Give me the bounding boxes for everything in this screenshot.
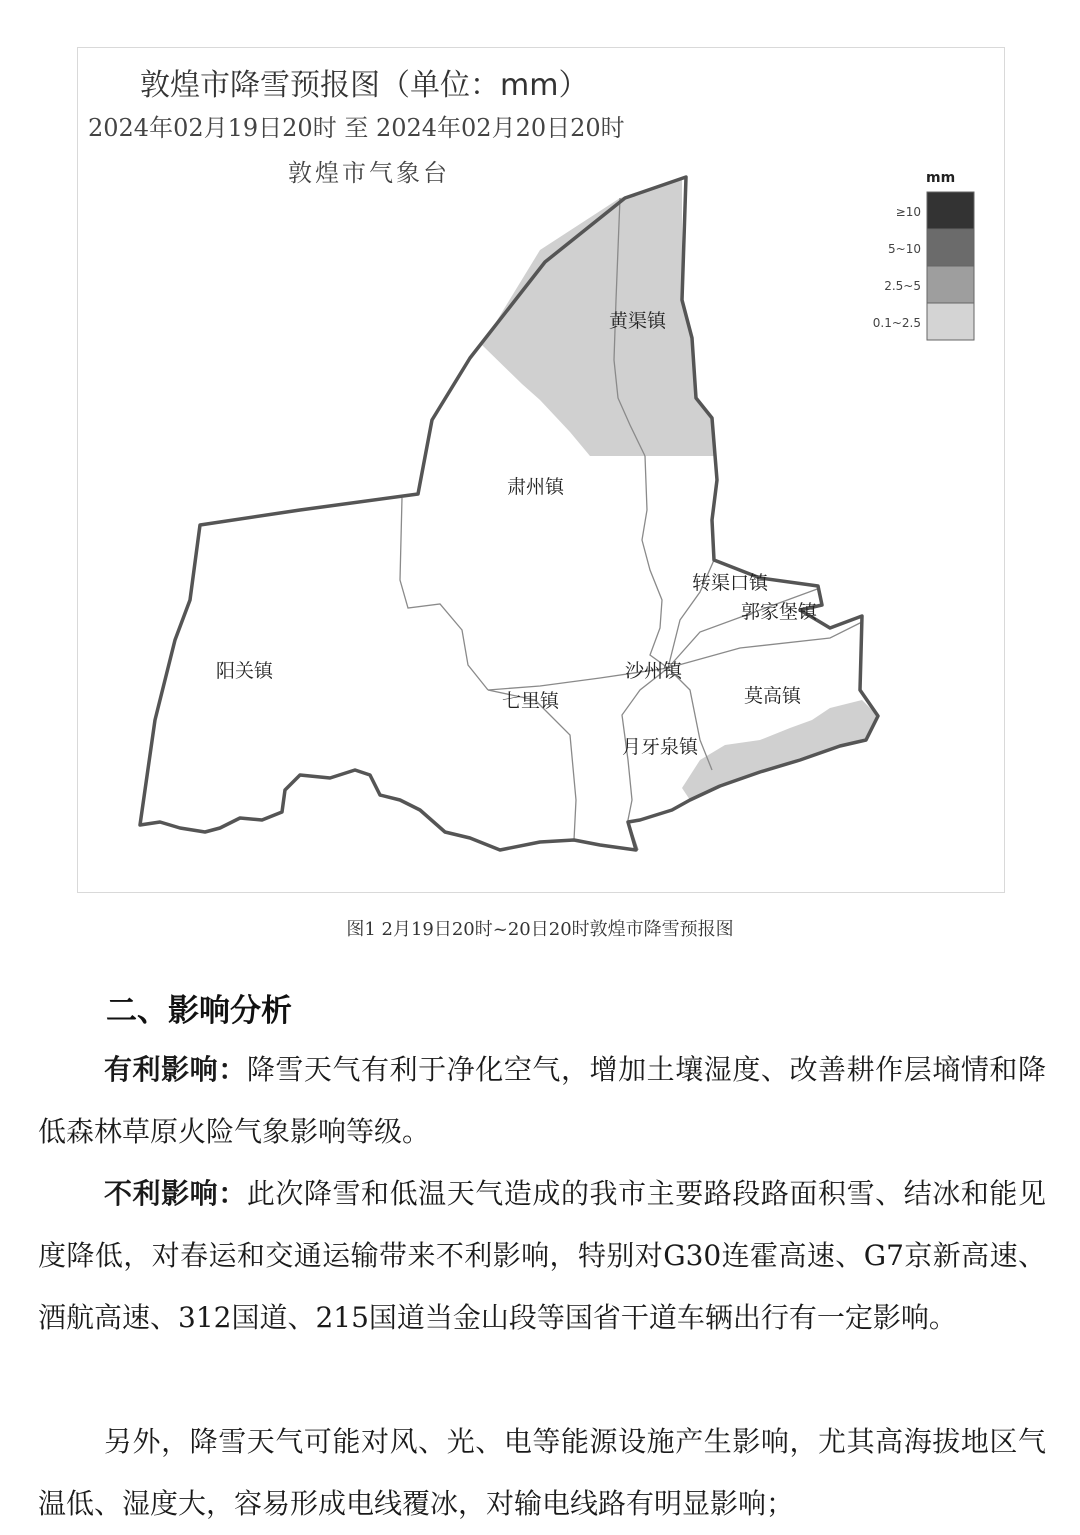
town-label-huangqu: 黄渠镇: [609, 310, 667, 332]
town-label-yueyaquan: 月牙泉镇: [622, 736, 699, 758]
legend-label-5-10: 5~10: [888, 242, 921, 256]
town-label-guojiabao: 郭家堡镇: [741, 601, 818, 623]
legend-label-2.5-5: 2.5~5: [884, 279, 921, 293]
paragraph-favorable: [38, 1039, 1046, 1163]
paragraph-energy: [38, 1411, 1046, 1535]
town-label-mogao: 莫高镇: [744, 685, 802, 707]
snow-area-southeast: [682, 700, 878, 800]
map-title: 敦煌市降雪预报图（单位：mm）: [140, 68, 589, 103]
paragraph-unfavorable-lead: 不利影响：: [104, 1177, 247, 1210]
town-label-shazhou: 沙州镇: [625, 660, 683, 682]
paragraph-energy-text: 另外，降雪天气可能对风、光、电等能源设施产生影响，尤其高海拔地区气温低、湿度大，容易形成电线覆冰，对输电线路有明显影响；: [38, 1425, 1046, 1520]
town-label-qili: 七里镇: [502, 690, 560, 712]
paragraph-favorable-text: 降雪天气有利于净化空气，增加土壤湿度、改善耕作层墒情和降低森林草原火险气象影响等级。: [38, 1053, 1046, 1148]
legend-swatch-0.1-2.5: [927, 303, 974, 340]
town-label-yangguan: 阳关镇: [216, 660, 274, 682]
legend-label-10-plus: ≥10: [895, 205, 921, 219]
legend-swatch-2.5-5: [927, 266, 974, 303]
figure-caption: 图1 2月19日20时~20日20时敦煌市降雪预报图: [346, 919, 734, 940]
map-period: 2024年02月19日20时 至 2024年02月20日20时: [88, 114, 625, 142]
map-legend: [873, 170, 974, 340]
legend-unit: mm: [926, 170, 956, 186]
map-agency: 敦煌市气象台: [288, 159, 450, 187]
snow-area-north: [482, 180, 716, 456]
section-heading: 二、影响分析: [106, 993, 292, 1029]
legend-swatch-5-10: [927, 229, 974, 266]
paragraph-favorable-lead: 有利影响：: [104, 1053, 247, 1086]
paragraph-unfavorable: [38, 1163, 1046, 1349]
legend-swatch-10-plus: [927, 192, 974, 229]
town-label-zhuanqukou: 转渠口镇: [692, 572, 769, 594]
legend-label-0.1-2.5: 0.1~2.5: [872, 316, 921, 330]
paragraph-unfavorable-text: 此次降雪和低温天气造成的我市主要路段路面积雪、结冰和能见度降低，对春运和交通运输带来不利影响，特别对G30连霍高速、G7京新高速、酒航高速、312国道、215国道当金山段等国省干道车辆出行有一定影响。: [38, 1177, 1046, 1334]
town-label-suzhou: 肃州镇: [507, 476, 565, 498]
